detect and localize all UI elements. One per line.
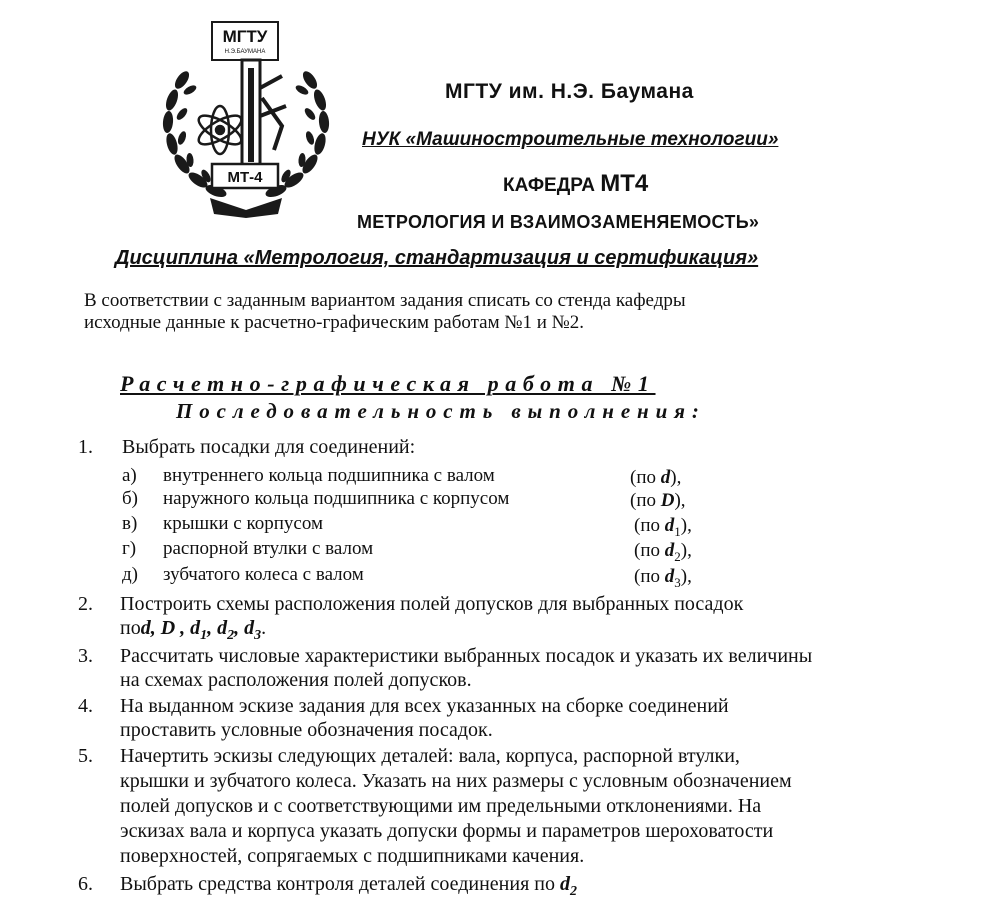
department-name: МЕТРОЛОГИЯ И ВЗАИМОЗАМЕНЯЕМОСТЬ» bbox=[357, 212, 760, 232]
subitem-d-text: распорной втулки с валом bbox=[163, 538, 374, 559]
ribbon bbox=[210, 198, 282, 218]
subitem-c-letter: в) bbox=[122, 513, 138, 534]
discipline-title: Дисциплина «Метрология, стандартизация и сертификация» bbox=[115, 247, 759, 269]
task-subtitle: Последовательность выполнения: bbox=[176, 399, 706, 423]
step-4-line-2: проставить условные обозначения посадок. bbox=[120, 719, 493, 741]
subitem-b-letter: б) bbox=[122, 488, 138, 509]
subitem-a-letter: а) bbox=[122, 465, 137, 486]
intro-line-2: исходные данные к расчетно-графическим работам №1 и №2. bbox=[84, 312, 585, 333]
intro-line-1: В соответствии с заданным вариантом задания списать со стенда кафедры bbox=[84, 290, 686, 311]
intro-paragraph bbox=[84, 290, 686, 334]
subitem-b-ref: (по D), bbox=[630, 490, 686, 511]
subitem-e-text: зубчатого колеса с валом bbox=[163, 564, 364, 585]
subitem-c-ref: (по $d_1$), bbox=[634, 515, 692, 539]
subitem-e-ref: (по $d_3$), bbox=[634, 566, 692, 590]
step-4-number: 4. bbox=[78, 695, 93, 717]
step-3-line-1: Рассчитать числовые характеристики выбранных посадок и указать их величины bbox=[120, 645, 813, 667]
subitem-e-letter: д) bbox=[122, 564, 138, 585]
subitem-d-ref: (по $d_2$), bbox=[634, 540, 692, 564]
subitem-a-ref: (по d), bbox=[630, 467, 682, 488]
step-5-line-3: полей допусков и с соответствующими им предельными отклонениями. На bbox=[120, 795, 762, 817]
step-2-number: 2. bbox=[78, 593, 93, 615]
step-1-text: Выбрать посадки для соединений: bbox=[122, 436, 416, 458]
university-emblem bbox=[150, 18, 342, 218]
step-5-number: 5. bbox=[78, 745, 93, 767]
step-2-line-2: поd, D , $d_1$, $d_2$, $d_3$. bbox=[120, 617, 267, 643]
subitem-b-text: наружного кольца подшипника с корпусом bbox=[163, 488, 510, 509]
department-title bbox=[503, 170, 648, 198]
step-3-number: 3. bbox=[78, 645, 93, 667]
step-5-line-2: крышки и зубчатого колеса. Указать на них размеры с условным обозначением bbox=[120, 770, 792, 792]
step-5-line-4: эскизах вала и корпуса указать допуски формы и параметров шероховатости bbox=[120, 820, 774, 842]
step-6-text: Выбрать средства контроля деталей соединения по $d_2$ bbox=[120, 873, 577, 899]
emblem-graphic bbox=[150, 18, 342, 218]
subitem-d-letter: г) bbox=[122, 538, 137, 559]
step-3-line-2: на схемах расположения полей допусков. bbox=[120, 669, 472, 691]
department-code: МТ4 bbox=[600, 170, 649, 197]
subitem-c-text: крышки с корпусом bbox=[163, 513, 323, 534]
step-4-line-1: На выданном эскизе задания для всех указанных на сборке соединений bbox=[120, 695, 729, 717]
step-6-number: 6. bbox=[78, 873, 93, 895]
university-name: МГТУ им. Н.Э. Баумана bbox=[445, 80, 694, 103]
emblem-bottom-text: МТ-4 bbox=[227, 169, 263, 186]
step-5-line-1: Начертить эскизы следующих деталей: вала, корпуса, распорной втулки, bbox=[120, 745, 740, 767]
atom-icon bbox=[195, 106, 246, 154]
task-title: Расчетно-графическая работа №1 bbox=[120, 371, 656, 396]
step-1-number: 1. bbox=[78, 436, 93, 458]
nuk-title: НУК «Машиностроительные технологии» bbox=[362, 129, 779, 150]
emblem-small-text: Н.Э.БАУМАНА bbox=[224, 49, 266, 55]
department-prefix: КАФЕДРА bbox=[503, 175, 595, 196]
column-slot bbox=[248, 68, 254, 162]
emblem-top-text: МГТУ bbox=[222, 27, 268, 46]
step-5-line-5: поверхностей, сопрягаемых с подшипниками качения. bbox=[120, 845, 585, 867]
step-2-line-1: Построить схемы расположения полей допусков для выбранных посадок bbox=[120, 593, 744, 615]
subitem-a-text: внутреннего кольца подшипника с валом bbox=[163, 465, 495, 486]
